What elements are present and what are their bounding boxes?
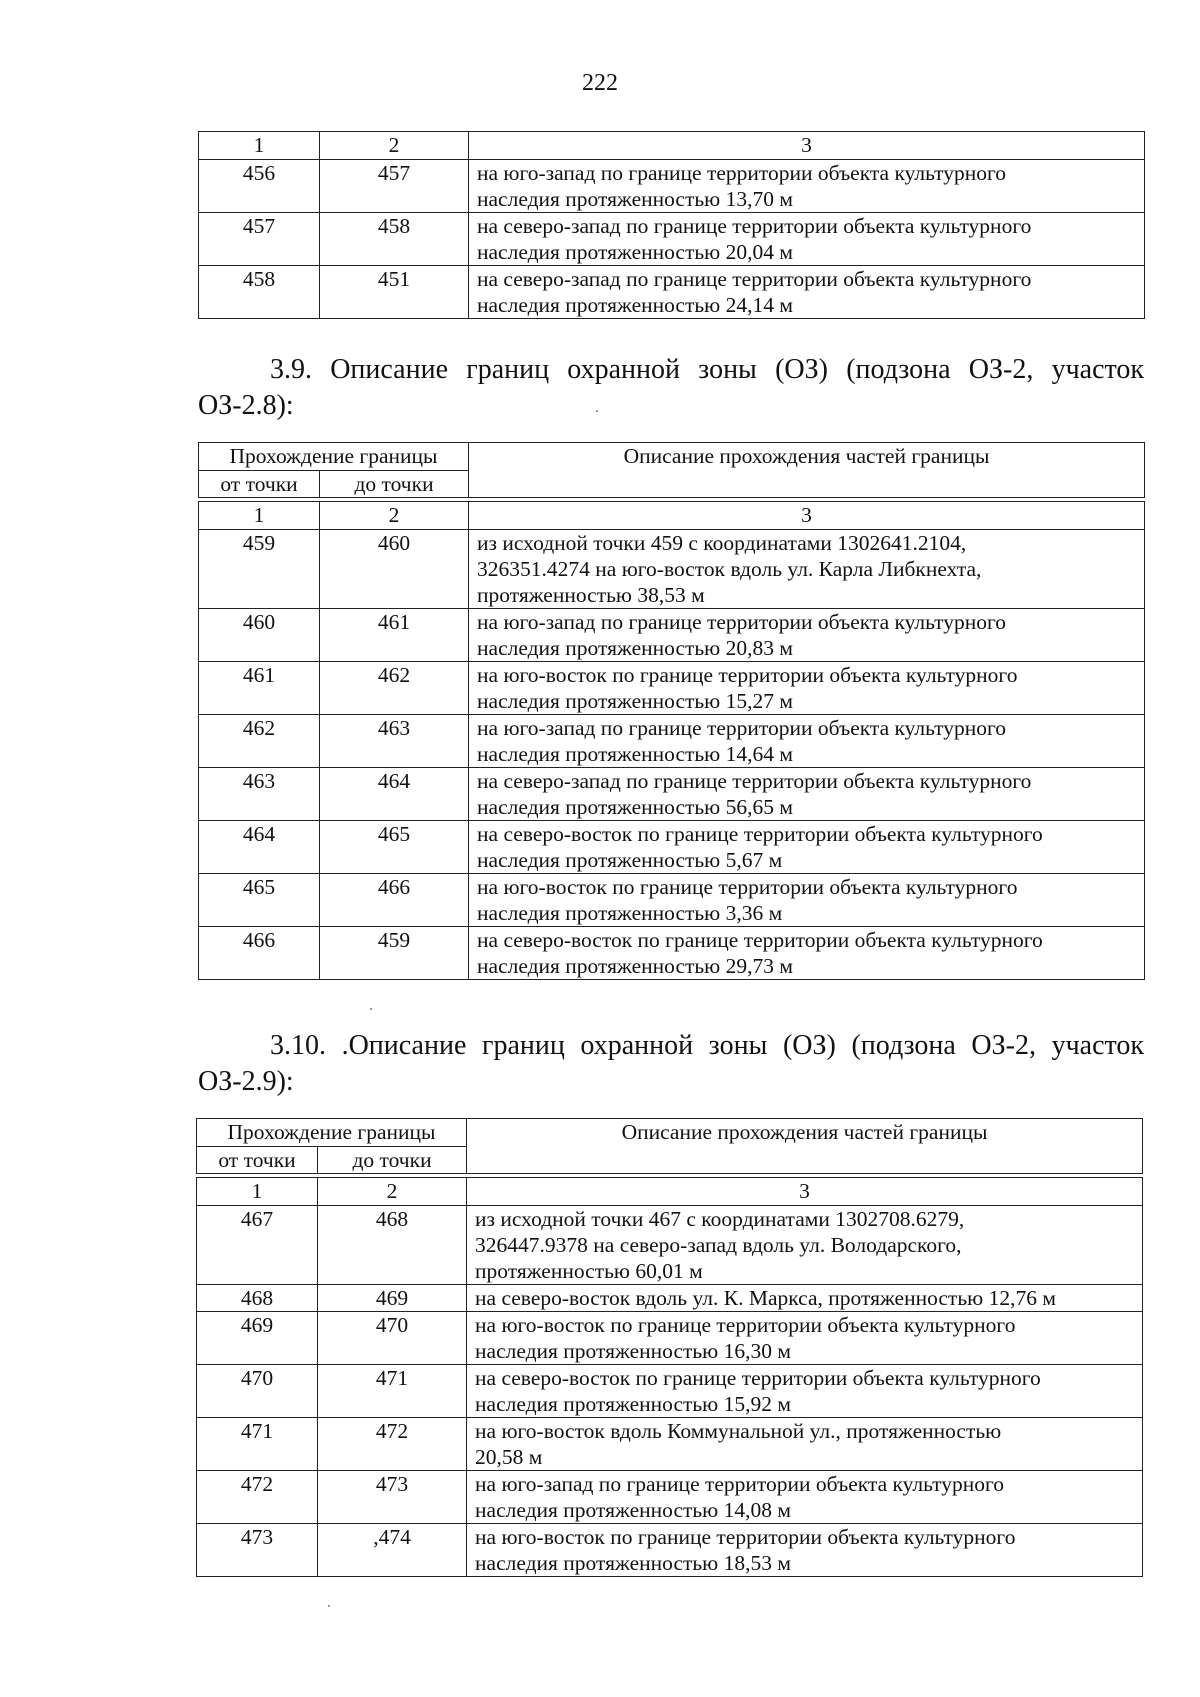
from-point-cell: 469 [197, 1312, 318, 1365]
to-point-cell: 470 [318, 1312, 467, 1365]
description-line: на юго-восток по границе территории объекта культурного [477, 875, 1018, 899]
table-row [199, 874, 1145, 927]
description-line: наследия протяженностью 3,36 м [477, 901, 783, 925]
header-description: Описание прохождения частей границы [469, 443, 1145, 498]
description-cell [467, 1285, 1143, 1312]
description-line: наследия протяженностью 20,83 м [477, 636, 793, 660]
from-point-cell: 473 [197, 1524, 318, 1577]
boundary-table-continued [198, 131, 1145, 319]
description-line: наследия протяженностью 29,73 м [477, 954, 793, 978]
scan-speck [596, 410, 598, 412]
table-body [197, 1119, 1143, 1577]
column-number-2: 2 [318, 1178, 467, 1206]
table-row [197, 1285, 1143, 1312]
from-point-cell: 463 [199, 768, 320, 821]
from-point-cell: 466 [199, 927, 320, 980]
column-number-2: 2 [320, 132, 469, 160]
description-line: на северо-восток по границе территории объекта культурного [477, 822, 1043, 846]
description-line: на северо-запад по границе территории объекта культурного [477, 267, 1032, 291]
table-body [199, 132, 1145, 319]
description-line: из исходной точки 459 с координатами 1302641.2104, [477, 531, 967, 555]
section-heading-line-2: ОЗ-2.8): [198, 390, 294, 421]
table-row [199, 821, 1145, 874]
section-heading-line-1: 3.9. Описание границ охранной зоны (ОЗ) (подзона ОЗ-2, участок [270, 354, 1144, 385]
header-from-point: от точки [199, 471, 320, 498]
description-line: из исходной точки 467 с координатами 1302708.6279, [475, 1207, 965, 1231]
description-line: наследия протяженностью 24,14 м [477, 293, 793, 317]
table-row [197, 1471, 1143, 1524]
to-point-cell: 460 [320, 530, 469, 609]
from-point-cell: 461 [199, 662, 320, 715]
to-point-cell: 468 [318, 1206, 467, 1285]
from-point-cell: 470 [197, 1365, 318, 1418]
header-to-point: до точки [320, 471, 469, 498]
description-cell [469, 768, 1145, 821]
from-point-cell: 467 [197, 1206, 318, 1285]
table-row [199, 609, 1145, 662]
description-line: на северо-восток по границе территории объекта культурного [475, 1366, 1041, 1390]
description-line: наследия протяженностью 15,27 м [477, 689, 793, 713]
description-line: наследия протяженностью 13,70 м [477, 187, 793, 211]
from-point-cell: 460 [199, 609, 320, 662]
description-line: наследия протяженностью 16,30 м [475, 1339, 791, 1363]
from-point-cell: 458 [199, 266, 320, 319]
description-cell [469, 266, 1145, 319]
description-cell [467, 1418, 1143, 1471]
to-point-cell: 471 [318, 1365, 467, 1418]
to-point-cell: 462 [320, 662, 469, 715]
boundary-table-3-10 [196, 1118, 1143, 1577]
column-number-3: 3 [467, 1178, 1143, 1206]
scan-speck [328, 1605, 330, 1607]
column-number-3: 3 [469, 502, 1145, 530]
table-row [199, 768, 1145, 821]
to-point-cell: 461 [320, 609, 469, 662]
description-line: на юго-запад по границе территории объекта культурного [475, 1472, 1005, 1496]
column-number-1: 1 [197, 1178, 318, 1206]
description-cell [469, 821, 1145, 874]
description-cell [469, 609, 1145, 662]
table-row [199, 160, 1145, 213]
description-cell [469, 715, 1145, 768]
to-point-cell: 465 [320, 821, 469, 874]
table-row [199, 266, 1145, 319]
section-heading-line-2: ОЗ-2.9): [198, 1066, 294, 1097]
description-line: на юго-восток вдоль Коммунальной ул., протяженностью [475, 1419, 1002, 1443]
description-line: наследия протяженностью 15,92 м [475, 1392, 791, 1416]
from-point-cell: 456 [199, 160, 320, 213]
header-row [197, 1119, 1143, 1147]
description-cell [467, 1312, 1143, 1365]
from-point-cell: 465 [199, 874, 320, 927]
description-line: на юго-запад по границе территории объекта культурного [477, 161, 1007, 185]
section-heading-line-1: 3.10. .Описание границ охранной зоны (ОЗ) (подзона ОЗ-2, участок [270, 1030, 1144, 1061]
from-point-cell: 468 [197, 1285, 318, 1312]
description-cell [467, 1365, 1143, 1418]
section-heading-3-10 [198, 1028, 1144, 1100]
from-point-cell: 464 [199, 821, 320, 874]
description-line: на северо-восток по границе территории объекта культурного [477, 928, 1043, 952]
table-row [199, 927, 1145, 980]
to-point-cell: 459 [320, 927, 469, 980]
to-point-cell: 469 [318, 1285, 467, 1312]
column-number-row [197, 1178, 1143, 1206]
table-row [197, 1312, 1143, 1365]
table-row [199, 715, 1145, 768]
description-line: наследия протяженностью 56,65 м [477, 795, 793, 819]
table-row [199, 662, 1145, 715]
from-point-cell: 462 [199, 715, 320, 768]
column-number-1: 1 [199, 132, 320, 160]
table-row [197, 1206, 1143, 1285]
description-cell [469, 530, 1145, 609]
description-cell [469, 927, 1145, 980]
from-point-cell: 459 [199, 530, 320, 609]
description-cell [469, 662, 1145, 715]
description-line: наследия протяженностью 5,67 м [477, 848, 783, 872]
to-point-cell: 472 [318, 1418, 467, 1471]
description-line: протяженностью 60,01 м [475, 1259, 703, 1283]
description-line: наследия протяженностью 18,53 м [475, 1551, 791, 1575]
description-line: на юго-запад по границе территории объекта культурного [477, 716, 1007, 740]
to-point-cell: 473 [318, 1471, 467, 1524]
description-line: 326447.9378 на северо-запад вдоль ул. Володарского, [475, 1233, 962, 1257]
to-point-cell: 458 [320, 213, 469, 266]
to-point-cell: 466 [320, 874, 469, 927]
table-row [197, 1365, 1143, 1418]
to-point-cell: 457 [320, 160, 469, 213]
table-row [197, 1418, 1143, 1471]
description-line: на северо-запад по границе территории объекта культурного [477, 769, 1032, 793]
from-point-cell: 472 [197, 1471, 318, 1524]
column-number-3: 3 [469, 132, 1145, 160]
to-point-cell: ,474 [318, 1524, 467, 1577]
to-point-cell: 464 [320, 768, 469, 821]
column-number-1: 1 [199, 502, 320, 530]
header-description: Описание прохождения частей границы [467, 1119, 1143, 1174]
description-line: наследия протяженностью 20,04 м [477, 240, 793, 264]
column-number-2: 2 [320, 502, 469, 530]
description-line: на юго-запад по границе территории объекта культурного [477, 610, 1007, 634]
description-line: на северо-восток вдоль ул. К. Маркса, протяженностью 12,76 м [475, 1286, 1056, 1310]
table-body [199, 443, 1145, 980]
to-point-cell: 451 [320, 266, 469, 319]
header-to-point: до точки [318, 1147, 467, 1174]
table-row [199, 213, 1145, 266]
description-line: наследия протяженностью 14,64 м [477, 742, 793, 766]
description-line: на юго-восток по границе территории объекта культурного [475, 1525, 1016, 1549]
header-passage: Прохождение границы [199, 443, 469, 471]
description-cell [467, 1471, 1143, 1524]
description-cell [469, 160, 1145, 213]
description-cell [467, 1524, 1143, 1577]
description-cell [467, 1206, 1143, 1285]
description-cell [469, 213, 1145, 266]
description-line: протяженностью 38,53 м [477, 583, 705, 607]
from-point-cell: 471 [197, 1418, 318, 1471]
boundary-table-3-9 [198, 442, 1145, 980]
column-number-row [199, 132, 1145, 160]
description-cell [469, 874, 1145, 927]
header-row [199, 443, 1145, 471]
description-line: на юго-восток по границе территории объекта культурного [475, 1313, 1016, 1337]
description-line: 326351.4274 на юго-восток вдоль ул. Карла Либкнехта, [477, 557, 982, 581]
table-row [197, 1524, 1143, 1577]
section-heading-3-9 [198, 352, 1144, 424]
description-line: наследия протяженностью 14,08 м [475, 1498, 791, 1522]
description-line: на северо-запад по границе территории объекта культурного [477, 214, 1032, 238]
header-from-point: от точки [197, 1147, 318, 1174]
column-number-row [199, 502, 1145, 530]
table-row [199, 530, 1145, 609]
to-point-cell: 463 [320, 715, 469, 768]
description-line: 20,58 м [475, 1445, 543, 1469]
from-point-cell: 457 [199, 213, 320, 266]
page-number: 222 [582, 70, 618, 96]
scan-speck [370, 1008, 372, 1010]
description-line: на юго-восток по границе территории объекта культурного [477, 663, 1018, 687]
header-passage: Прохождение границы [197, 1119, 467, 1147]
